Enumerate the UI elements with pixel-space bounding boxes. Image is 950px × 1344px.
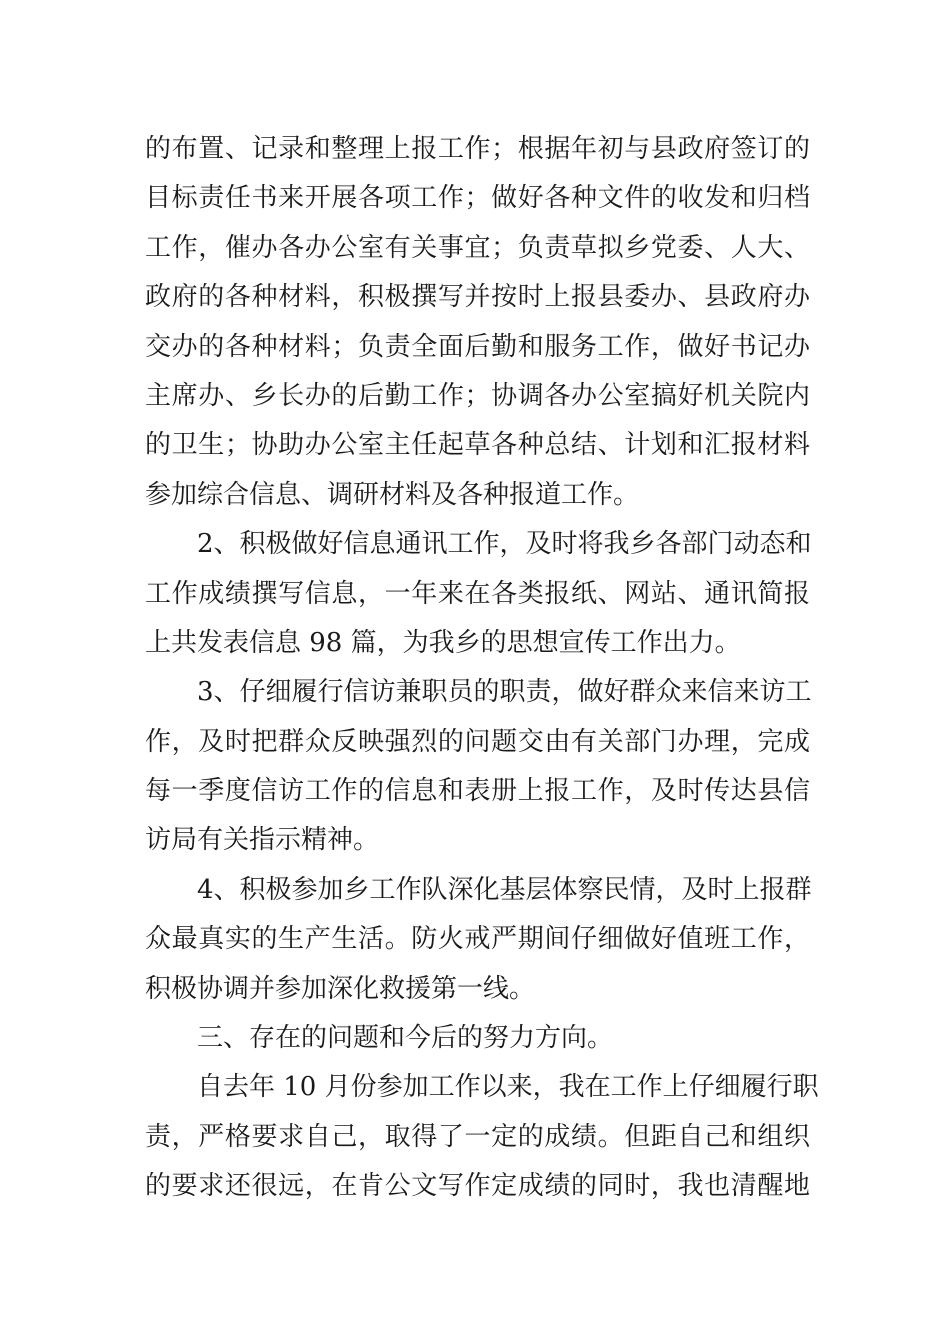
text-line: 工作，催办各办公室有关事宜；负责草拟乡党委、人大、 <box>145 232 810 263</box>
text-line: 目标责任书来开展各项工作；做好各种文件的收发和归档 <box>145 183 810 214</box>
text-line: 2、积极做好信息通讯工作，及时将我乡各部门动态和 <box>197 529 812 560</box>
document-body <box>145 125 819 1212</box>
text-line: 众最真实的生产生活。防火戒严期间仔细做好值班工作， <box>145 924 810 955</box>
text-line: 自去年 10 月份参加工作以来，我在工作上仔细履行职 <box>197 1072 819 1103</box>
text-line: 的布置、记录和整理上报工作；根据年初与县政府签订的 <box>145 134 810 164</box>
text-line: 3、仔细履行信访兼职员的职责，做好群众来信来访工 <box>197 677 812 708</box>
text-line: 上共发表信息 98 篇，为我乡的思想宣传工作出力。 <box>145 627 741 658</box>
text-line: 的卫生；协助办公室主任起草各种总结、计划和汇报材料 <box>145 430 810 461</box>
text-line: 积极协调并参加深化救援第一线。 <box>145 973 536 1004</box>
text-line: 参加综合信息、调研材料及各种报道工作。 <box>145 479 640 510</box>
text-line: 4、积极参加乡工作队深化基层体察民情，及时上报群 <box>197 874 812 905</box>
text-line: 政府的各种材料，积极撰写并按时上报县委办、县政府办 <box>145 282 810 313</box>
text-line: 工作成绩撰写信息，一年来在各类报纸、网站、通讯简报 <box>145 578 810 609</box>
text-line: 主席办、乡长办的后勤工作；协调各办公室搞好机关院内 <box>145 380 810 411</box>
text-line: 交办的各种材料；负责全面后勤和服务工作，做好书记办 <box>145 331 810 362</box>
text-line: 作，及时把群众反映强烈的问题交由有关部门办理，完成 <box>145 726 810 757</box>
text-line: 每一季度信访工作的信息和表册上报工作，及时传达县信 <box>145 776 810 807</box>
text-line: 访局有关指示精神。 <box>145 825 380 856</box>
text-line: 三、存在的问题和今后的努力方向。 <box>197 1023 614 1054</box>
text-line: 责，严格要求自己，取得了一定的成绩。但距自己和组织 <box>145 1121 810 1152</box>
text-line: 的要求还很远，在肯公文写作定成绩的同时，我也清醒地 <box>145 1171 810 1202</box>
